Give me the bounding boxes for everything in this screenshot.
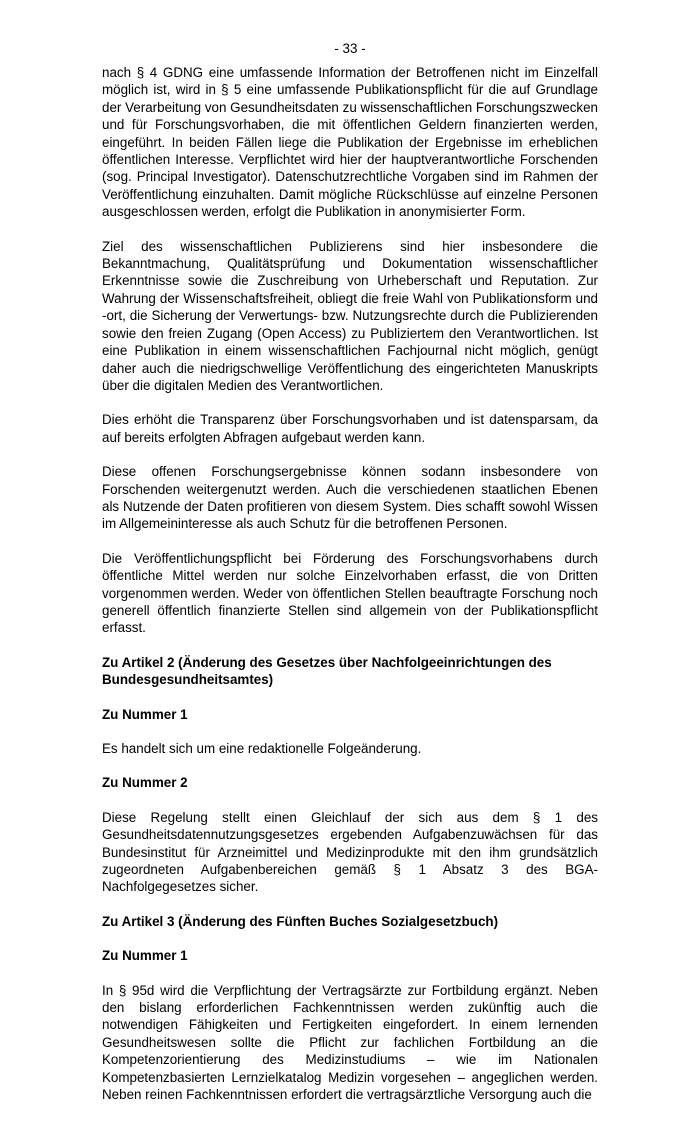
- document-body: [102, 64, 598, 1121]
- paragraph-publication-obligation: nach § 4 GDNG eine umfassende Information der Betroffenen nicht im Einzelfall möglich ist, wird in § 5 eine umfassende Publikationspflicht für die auf Grundlage der Verarbeitung von Gesundheitsdaten zu wissenschaftlichen Forschungszwecken und für Forschungsvorhaben, die mit öffentlichen Geldern finanzierten werden, eingeführt. In beiden Fällen liege die Publikation der Ergebnisse im erheblichen öffentlichen Interesse. Verpflichtet wird hier der hauptverantwortliche Forschenden (sog. Principal Investigator). Datenschutzrechtliche Vorgaben sind im Rahmen der Veröffentlichung einzuhalten. Damit mögliche Rückschlüsse auf einzelne Personen ausgeschlossen werden, erfolgt die Publikation in anonymisierter Form.: [102, 65, 598, 220]
- heading-article-3: Zu Artikel 3 (Änderung des Fünften Buches Sozialgesetzbuch): [102, 913, 499, 929]
- paragraph-article-2-number-2: Diese Regelung stellt einen Gleichlauf der sich aus dem § 1 des Gesundheitsdatennutzungsgesetzes ergebenden Aufgabenzuwächsen für das Bundesinstitut für Arzneimittel und Medizinprodukte mit den ihm grundsätzlich zugeordneten Aufgabenbereichen gemäß § 1 Absatz 3 des BGA-Nachfolgegesetzes sicher.: [102, 809, 598, 895]
- paragraph-transparency: Dies erhöht die Transparenz über Forschungsvorhaben und ist datensparsam, da auf bereits erfolgten Abfragen aufgebaut werden kann.: [102, 412, 598, 445]
- heading-article-2-number-2: Zu Nummer 2: [102, 775, 188, 791]
- paragraph-article-3-number-1: In § 95d wird die Verpflichtung der Vertragsärzte zur Fortbildung ergänzt. Neben den bislang erforderlichen Fachkenntnissen werden zukünftig auch die notwendigen Fähigkeiten und Fertigkeiten eingefordert. In einem lernenden Gesundheitswesen sollte die Pflicht zur fachlichen Fortbildung an die Kompetenzorientierung des Medizinstudiums – wie im Nationalen Kompetenzbasierten Lernzielkatalog Medizin vorgesehen – angeglichen werden. Neben reinen Fachkenntnissen erfordert die vertragsärztliche Versorgung auch die: [102, 982, 598, 1103]
- heading-article-2: Zu Artikel 2 (Änderung des Gesetzes über Nachfolgeeinrichtungen des Bundesgesundheitsamtes): [102, 654, 552, 688]
- heading-article-3-number-1: Zu Nummer 1: [102, 948, 188, 964]
- paragraph-scientific-publishing-goal: Ziel des wissenschaftlichen Publizierens sind hier insbesondere die Bekanntmachung, Qualitätsprüfung und Dokumentation wissenschaftlicher Erkenntnisse sowie die Zuschreibung von Urheberschaft und Reputation. Zur Wahrung der Wissenschaftsfreiheit, obliegt die freie Wahl von Publikationsform und -ort, die Sicherung der Verwertungs- bzw. Nutzungsrechte durch die Publizierenden sowie den freien Zugang (Open Access) zu Publiziertem den Verantwortlichen. Ist eine Publikation in einem wissenschaftlichen Fachjournal nicht möglich, genügt daher auch die niedrigschwellige Veröffentlichung des eingerichteten Manuskripts über die digitalen Medien des Verantwortlichen.: [102, 238, 598, 393]
- paragraph-public-funding-scope: Die Veröffentlichungspflicht bei Förderung des Forschungsvorhabens durch öffentliche Mittel werden nur solche Einzelvorhaben erfasst, die von Dritten vorgenommen werden. Weder von öffentlichen Stellen beauftragte Forschung noch generell öffentlich finanzierte Stellen sind allgemein von der Publikationspflicht erfasst.: [102, 550, 598, 636]
- page-number: - 33 -: [334, 41, 366, 56]
- heading-article-2-number-1: Zu Nummer 1: [102, 706, 188, 722]
- paragraph-article-2-number-1: Es handelt sich um eine redaktionelle Folgeänderung.: [102, 741, 422, 756]
- paragraph-open-research-results: Diese offenen Forschungsergebnisse können sodann insbesondere von Forschenden weitergenutzt werden. Auch die verschiedenen staatlichen Ebenen als Nutzende der Daten profitieren von diesem System. Dies schafft sowohl Wissen im Allgemeininteresse als auch Schutz für die betroffenen Personen.: [102, 464, 598, 532]
